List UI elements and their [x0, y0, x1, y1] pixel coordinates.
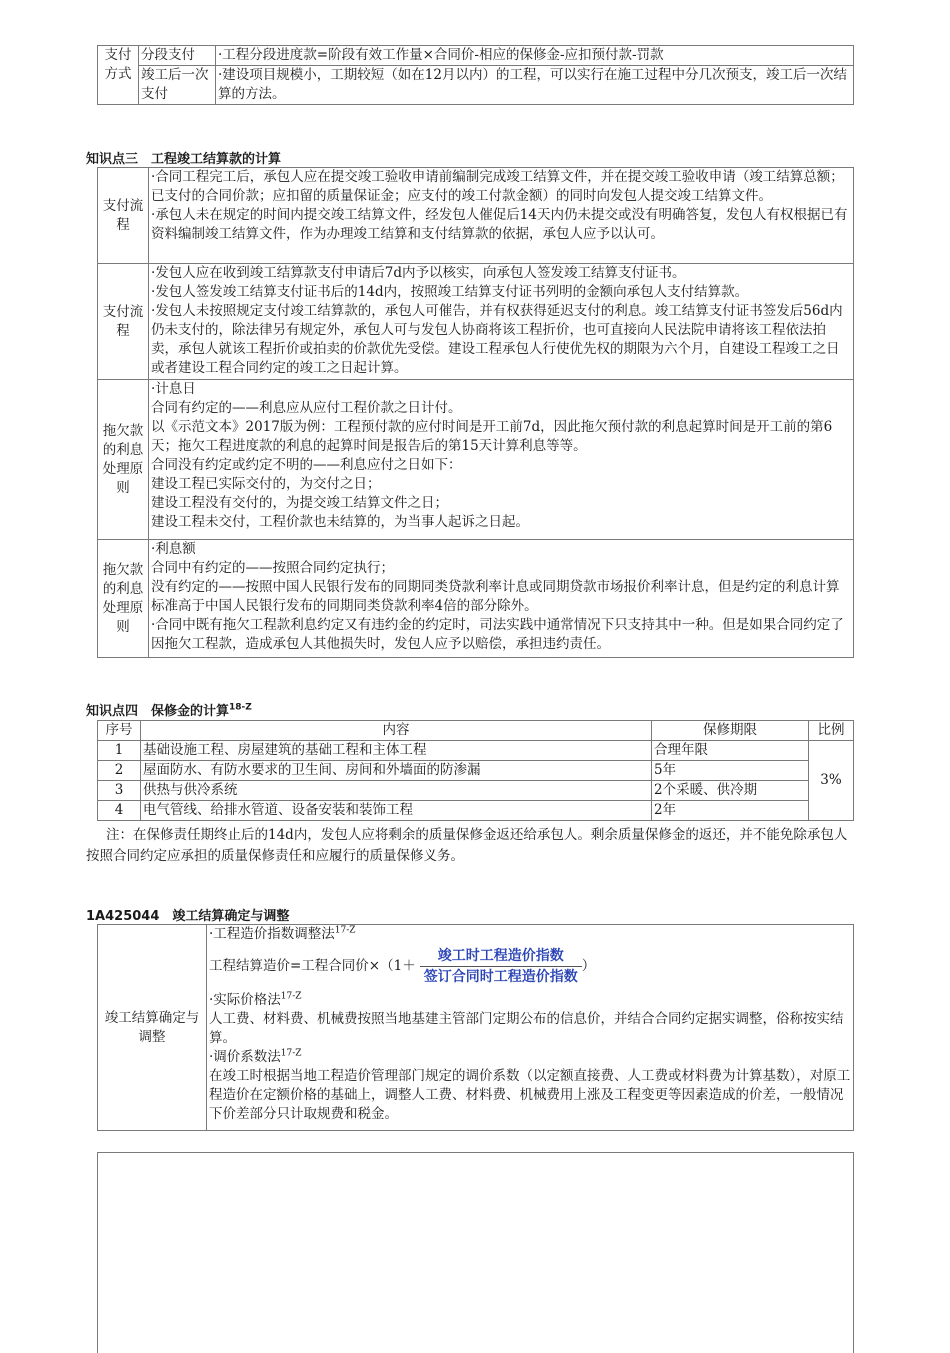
row-period: 2个采暖、供冷期: [652, 781, 809, 801]
formula: [209, 946, 851, 987]
method2-text: 人工费、材料费、机械费按照当地基建主管部门定期公布的信息价，并结合合同约定据实调整，俗称按实结算。: [209, 1011, 844, 1046]
payment-method-table: [97, 45, 854, 105]
paragraph: 建设工程没有交付的，为提交竣工结算文件之日；: [151, 495, 448, 511]
row-content: [149, 168, 854, 264]
row-label: 支付流程: [98, 168, 149, 264]
row-content: 供热与供冷系统: [141, 781, 652, 801]
paragraph: 以《示范文本》2017版为例：工程预付款的应付时间是开工前7d，因此拖欠预付款的利息起算时间是开工前的第6天；拖欠工程进度款的利息的起算时间是报告后的第15天计算利息等等。: [151, 419, 833, 454]
row-content: [149, 540, 854, 658]
settlement-adjust-table: [97, 924, 854, 1131]
segment-payment-content: ·工程分段进度款=阶段有效工作量×合同价-相应的保修金-应扣预付款-罚款: [216, 46, 854, 66]
paragraph: ·计息日: [151, 381, 196, 397]
row-label: 支付流程: [98, 264, 149, 380]
method3-sup: 17-Z: [280, 1048, 302, 1059]
completion-payment-content: ·建设项目规模小，工期较短（如在12月以内）的工程，可以实行在施工过程中分几次预支，竣工后一次结算的方法。: [216, 66, 854, 105]
formula-numerator: 竣工时工程造价指数: [420, 946, 582, 967]
paragraph: ·合同工程完工后，承包人应在提交竣工验收申请前编制完成竣工结算文件，并在提交竣工验收申请（竣工结算总额；已支付的合同价款；应扣留的质量保证金；应支付的竣工付款金额）的同时向发包人提交竣工结算文件。: [151, 169, 844, 204]
method3-title: [209, 1048, 851, 1067]
row-content: 屋面防水、有防水要求的卫生间、房间和外墙面的防渗漏: [141, 761, 652, 781]
payment-method-label: 支付方式: [98, 46, 139, 105]
adjust-label: 竣工结算确定与调整: [98, 925, 207, 1131]
warranty-note: 注：在保修责任期终止后的14d内，发包人应将剩余的质量保修金返还给承包人。剩余质量保修金的返还，并不能免除承包人按照合同约定应承担的质量保修责任和应履行的质量保修义务。: [86, 827, 848, 864]
adjust-content: [207, 925, 854, 1131]
paragraph: 建设工程已实际交付的，为交付之日；: [151, 476, 381, 492]
row-no: 4: [98, 801, 141, 821]
paragraph: ·发包人未按照规定支付竣工结算款的，承包人可催告，并有权获得延迟支付的利息。竣工结算支付证书签发后56d内仍未支付的，除法律另有规定外，承包人可与发包人协商将该工程折价，也可直接向人民法院申请将该工程依法拍卖，承包人就该工程折价或拍卖的价款优先受偿。建设工程承包人行使优先权的期限为六个月，自建设工程竣工之日或者建设工程合同约定的竣工之日起计算。: [151, 303, 843, 376]
blank-note-box: [97, 1152, 854, 1353]
method3-text: 在竣工时根据当地工程造价管理部门规定的调价系数（以定额直接费、人工费或材料费为计算基数），对原工程造价在定额价格的基础上，调整人工费、材料费、机械费用上涨及工程变更等因素造成的价差，一般情况下价差部分只计取规费和税金。: [209, 1068, 851, 1122]
settlement-table: [97, 167, 854, 658]
formula-fraction: [420, 946, 582, 987]
row-label: 拖欠款的利息处理原则: [98, 380, 149, 540]
row-no: 3: [98, 781, 141, 801]
row-period: 5年: [652, 761, 809, 781]
header-ratio: 比例: [809, 721, 854, 741]
row-content: [149, 380, 854, 540]
method1-title: [209, 925, 851, 944]
formula-denominator: 签订合同时工程造价指数: [423, 969, 578, 985]
paragraph: 没有约定的——按照中国人民银行发布的同期同类贷款利率计息或同期贷款市场报价利率计息，但是约定的利息计算标准高于中国人民银行发布的同期同类贷款利率4倍的部分除外。: [151, 579, 840, 614]
row-content: 电气管线、给排水管道、设备安装和装饰工程: [141, 801, 652, 821]
paragraph: ·承包人未在规定的时间内提交竣工结算文件，经发包人催促后14天内仍未提交或没有明确答复，发包人有权根据已有资料编制竣工结算文件，作为办理竣工结算和支付结算款的依据，承包人应予以认可。: [151, 207, 848, 242]
paragraph: 合同中有约定的——按照合同约定执行；: [151, 560, 394, 576]
method2-sup: 17-Z: [280, 991, 302, 1002]
section4-title-sup: 18-Z: [229, 702, 252, 713]
completion-payment-label: 竣工后一次支付: [139, 66, 216, 105]
paragraph: ·发包人签发竣工结算支付证书后的14d内，按照竣工结算支付证书列明的金额向承包人支付结算款。: [151, 284, 749, 300]
header-content: 内容: [141, 721, 652, 741]
header-period: 保修期限: [652, 721, 809, 741]
row-label: 拖欠款的利息处理原则: [98, 540, 149, 658]
paragraph: 建设工程未交付，工程价款也未结算的，为当事人起诉之日起。: [151, 514, 529, 530]
header-no: 序号: [98, 721, 141, 741]
row-period: 合理年限: [652, 741, 809, 761]
method1-title-text: ·工程造价指数调整法: [209, 926, 335, 942]
section4-title-text: 知识点四 保修金的计算: [86, 704, 230, 719]
method2-title-text: ·实际价格法: [209, 992, 281, 1008]
formula-prefix: 工程结算造价=工程合同价×（1＋: [209, 958, 416, 974]
row-content: 基础设施工程、房屋建筑的基础工程和主体工程: [141, 741, 652, 761]
row-no: 2: [98, 761, 141, 781]
paragraph: ·合同中既有拖欠工程款利息约定又有违约金的约定时，司法实践中通常情况下只支持其中一种。但是如果合同约定了因拖欠工程款，造成承包人其他损失时，发包人应予以赔偿，承担违约责任。: [151, 617, 844, 652]
method2-title: [209, 991, 851, 1010]
paragraph: 合同没有约定或约定不明的——利息应付之日如下：: [151, 457, 462, 473]
method1-sup: 17-Z: [334, 925, 356, 936]
paragraph: ·利息额: [151, 541, 196, 557]
section4-title: [86, 700, 252, 719]
row-no: 1: [98, 741, 141, 761]
section3-title: 知识点三 工程竣工结算款的计算: [86, 152, 282, 167]
section5-title: 1A425044 竣工结算确定与调整: [86, 909, 290, 924]
ratio-value: 3%: [809, 741, 854, 821]
paragraph: 合同有约定的——利息应从应付工程价款之日计付。: [151, 400, 462, 416]
paragraph: ·发包人应在收到竣工结算款支付申请后7d内予以核实，向承包人签发竣工结算支付证书。: [151, 265, 686, 281]
warranty-table: [97, 720, 854, 821]
formula-suffix: ）: [581, 958, 596, 974]
row-content: [149, 264, 854, 380]
row-period: 2年: [652, 801, 809, 821]
method3-title-text: ·调价系数法: [209, 1049, 281, 1065]
segment-payment-label: 分段支付: [139, 46, 216, 66]
